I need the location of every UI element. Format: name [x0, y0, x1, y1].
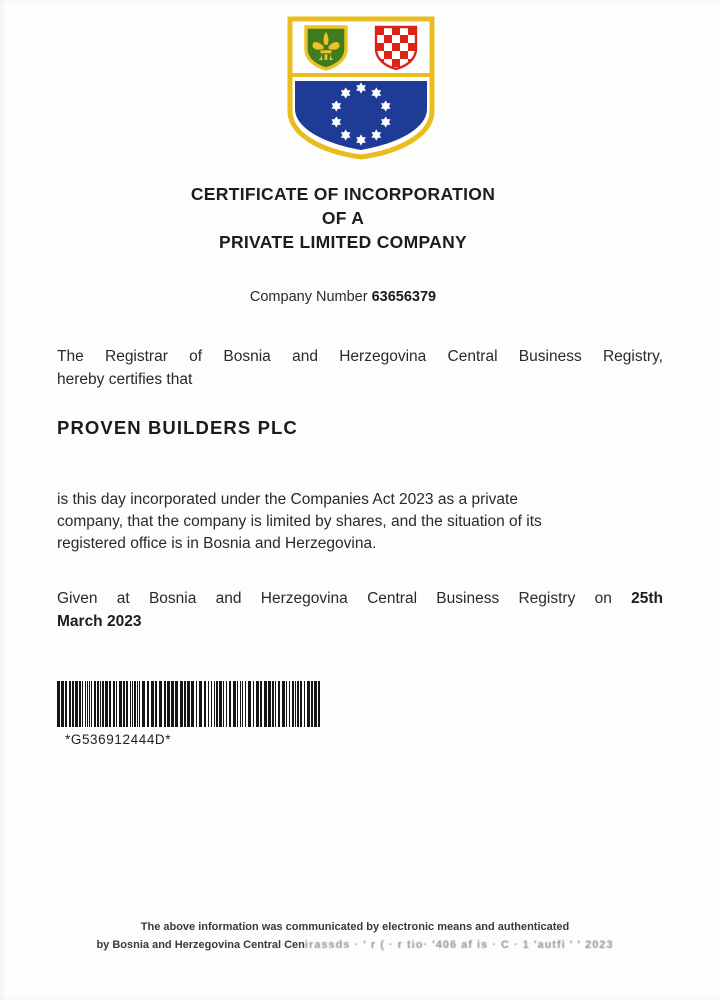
incorporation-line-3: registered office is in Bosnia and Herzegovina.: [57, 535, 377, 552]
given-text: Given at Bosnia and Herzegovina Central Business Registry on: [57, 590, 612, 607]
incorporation-paragraph: [57, 489, 663, 555]
incorporation-line-2: company, that the company is limited by shares, and the situation of its: [57, 513, 542, 530]
shield-divider: [291, 73, 431, 77]
given-line-1: [57, 588, 663, 611]
registrar-line-1: The Registrar of Bosnia and Herzegovina Central Business Registry,: [57, 348, 663, 365]
incorporation-line-1: is this day incorporated under the Companies Act 2023 as a private: [57, 491, 518, 508]
registrar-line-2: hereby certifies that: [57, 371, 193, 388]
given-date-month-year: March 2023: [57, 612, 142, 630]
title-line-1: CERTIFICATE OF INCORPORATION: [190, 184, 496, 204]
barcode: [57, 681, 325, 727]
footer-line-2-clear: by Bosnia and Herzegovina Central Cen: [96, 938, 305, 951]
fleur-de-lis-shield-icon: [306, 27, 346, 69]
company-name: PROVEN BUILDERS PLC: [57, 417, 298, 438]
footer-note: [30, 919, 680, 954]
company-number-line: [40, 289, 646, 305]
registrar-paragraph: [57, 345, 663, 391]
given-date-day: 25th: [631, 590, 663, 607]
given-at-paragraph: [57, 588, 663, 633]
footer-line-2-faded: irassds · ' r ( · r tio· '406 af is · C · 1 'autfi ' ' 2023: [304, 938, 614, 951]
title-line-2: OF A: [321, 208, 365, 228]
federation-bih-shield-icon: [284, 14, 438, 161]
title-line-3: PRIVATE LIMITED COMPANY: [218, 232, 467, 252]
barcode-label: *G536912444D*: [65, 732, 172, 747]
footer-line-2: [30, 937, 680, 955]
company-number-value: 63656379: [371, 289, 437, 305]
certificate-title: [40, 182, 646, 254]
company-number-label: Company Number: [249, 289, 368, 305]
footer-line-1: The above information was communicated by electronic means and authenticated: [140, 921, 570, 933]
coat-of-arms-icon: [284, 14, 438, 161]
